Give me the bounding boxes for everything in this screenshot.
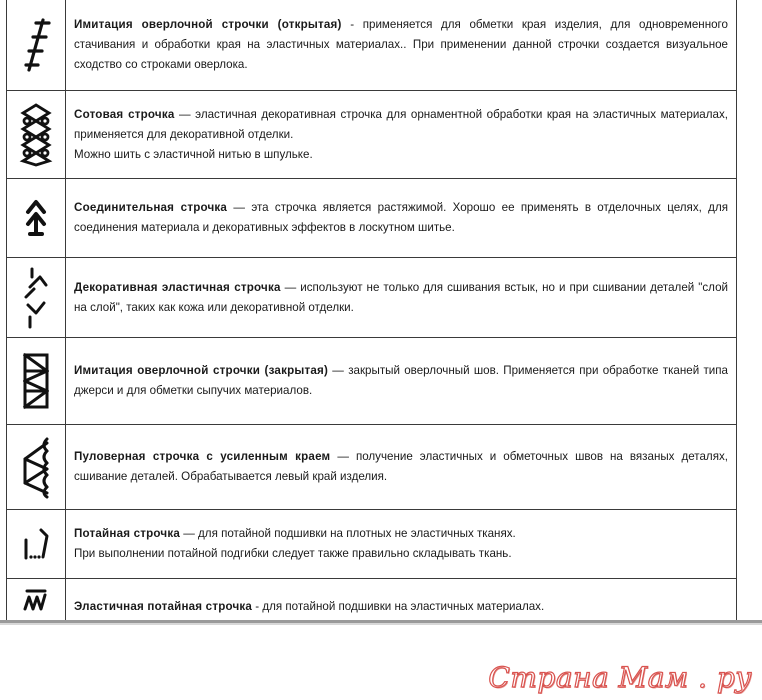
stitch-row-decorative-elastic bbox=[7, 258, 736, 338]
stitch-name: Пуловерная строчка с усиленным краем bbox=[74, 450, 331, 463]
description bbox=[74, 15, 728, 75]
separator: — bbox=[174, 107, 196, 121]
blind-hem-stitch-icon bbox=[21, 526, 51, 562]
icon-cell bbox=[7, 425, 66, 509]
description-cell bbox=[66, 91, 736, 178]
icon-cell bbox=[7, 338, 66, 424]
stitch-name: Сотовая строчка bbox=[74, 107, 175, 121]
description bbox=[74, 278, 728, 318]
separator: — bbox=[330, 450, 356, 463]
description-cell bbox=[66, 258, 736, 337]
stitch-row-overlock-closed bbox=[7, 338, 736, 425]
description-text: для потайной подшивки на плотных не эластичных тканях. bbox=[198, 527, 516, 540]
description-text: применяется для обметки края изделия, для одновременного стачивания и обработки края на эластичных материалах.. При применении данной строчки создается визуальное сходство со строками оверлока. bbox=[74, 18, 728, 71]
description bbox=[74, 597, 728, 617]
stitch-name: Потайная строчка bbox=[74, 527, 180, 540]
honeycomb-stitch-icon bbox=[19, 103, 53, 167]
separator: — bbox=[227, 201, 252, 214]
description bbox=[74, 361, 728, 401]
separator: — bbox=[280, 280, 301, 294]
icon-cell bbox=[7, 0, 66, 90]
stitch-row-blind-hem bbox=[7, 510, 736, 579]
description-cell bbox=[66, 338, 736, 424]
description bbox=[74, 198, 728, 238]
icon-cell bbox=[7, 91, 66, 178]
description-text: используют не только для сшивания встык, но и при сшивании деталей "слой на слой", таких как кожа или декоративной отделки. bbox=[74, 280, 728, 314]
description bbox=[74, 105, 728, 145]
stitch-name: Имитация оверлочной строчки (закрытая) bbox=[74, 364, 329, 377]
stitch-name: Эластичная потайная строчка bbox=[74, 600, 253, 613]
overlock-open-stitch-icon bbox=[21, 17, 51, 73]
stitch-row-overlock-open bbox=[7, 0, 736, 91]
description-text: эластичная декоративная строчка для орнаментной обработки края на эластичных материалах, применяется для декоративной отделки. bbox=[74, 107, 728, 141]
stitch-row-pullover bbox=[7, 425, 736, 510]
separator: - bbox=[252, 600, 263, 613]
description-cell bbox=[66, 579, 736, 620]
icon-cell bbox=[7, 258, 66, 337]
description-cell bbox=[66, 510, 736, 578]
description-text: закрытый оверлочный шов. Применяется при обработке тканей типа джерси и для обметки сыпучих материалов. bbox=[74, 364, 728, 397]
stitch-name: Декоративная эластичная строчка bbox=[74, 280, 281, 294]
stitch-table bbox=[6, 0, 737, 620]
elastic-blind-hem-stitch-icon bbox=[21, 583, 51, 617]
stitch-row-joining bbox=[7, 179, 736, 258]
description-cell bbox=[66, 179, 736, 257]
stitch-row-honeycomb bbox=[7, 91, 736, 179]
description-cell bbox=[66, 425, 736, 509]
stitch-name: Соединительная строчка bbox=[74, 201, 228, 214]
icon-cell bbox=[7, 579, 66, 620]
description bbox=[74, 447, 728, 487]
description-note: При выполнении потайной подгибки следует также правильно складывать ткань. bbox=[74, 547, 512, 560]
description-cell bbox=[66, 0, 736, 90]
pullover-reinforced-edge-stitch-icon bbox=[19, 435, 53, 499]
overlock-closed-stitch-icon bbox=[21, 351, 51, 411]
description-text: получение эластичных и обметочных швов на вязаных деталях, сшивание деталей. Обрабатывается левый край изделия. bbox=[74, 450, 728, 483]
separator: - bbox=[341, 18, 363, 31]
stitch-row-elastic-blind-hem bbox=[7, 579, 736, 620]
description-text: эта строчка является растяжимой. Хорошо ее применять в отделочных целях, для соединения материала и декоративных эффектов в лоскутном шитье. bbox=[74, 201, 728, 234]
joining-stitch-icon bbox=[22, 198, 50, 238]
description bbox=[74, 524, 728, 544]
separator: — bbox=[180, 527, 199, 540]
description-text: для потайной подшивки на эластичных материалах. bbox=[262, 600, 545, 613]
description-note: Можно шить с эластичной нитью в шпульке. bbox=[74, 147, 313, 161]
decorative-elastic-stitch-icon bbox=[20, 267, 52, 329]
site-watermark: Страна Мам . ру bbox=[488, 661, 752, 694]
stitch-name: Имитация оверлочной строчки (открытая) bbox=[74, 18, 342, 31]
icon-cell bbox=[7, 510, 66, 578]
icon-cell bbox=[7, 179, 66, 257]
separator: — bbox=[328, 364, 349, 377]
page-bottom-shadow bbox=[0, 623, 762, 625]
